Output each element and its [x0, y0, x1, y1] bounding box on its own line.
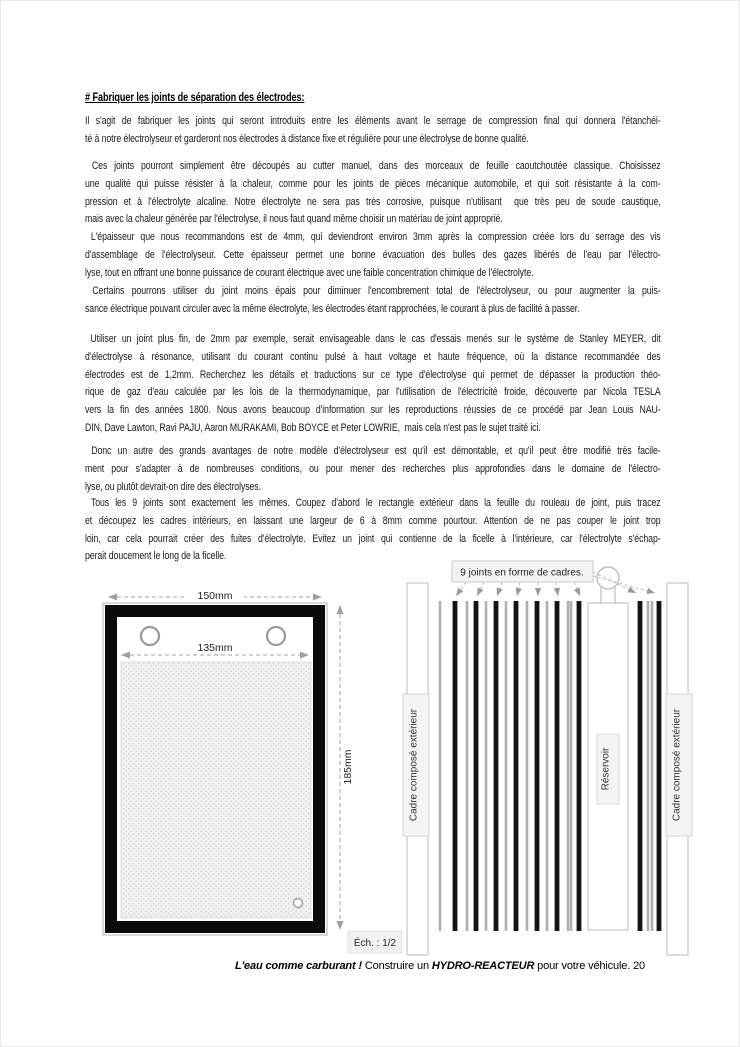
- leader-arrow-icon: [535, 588, 541, 596]
- dim-arrow-left-icon: [108, 594, 117, 601]
- leader-arrow-icon: [514, 588, 522, 597]
- joint-bar: [494, 601, 499, 931]
- text-line: lyse, ou plutôt devrait-on dire des électrolyses.: [85, 480, 261, 493]
- bolt-hole-left: [141, 627, 159, 645]
- text-line: Donc un autre des grands avantages de notre modèle d'électrolyseur est qu'il est démontable, et qu'il peut être modifié très facile-: [85, 445, 661, 457]
- electrode-bar: [647, 601, 650, 931]
- dim-arrow-right-icon: [313, 594, 322, 601]
- electrode-bar: [526, 601, 529, 931]
- joint-bar: [657, 601, 662, 931]
- text-line: Ces joints pourront simplement être découpés au cutter manuel, dans des morceaux de feuille caoutchoutée classique. Choisissez: [85, 160, 661, 172]
- electrode-bar: [546, 601, 549, 931]
- text-line: DIN, Dave Lawton, Ravi PAJU, Aaron MURAKAMI, Bob BOYCE et Peter LOWRIE, mais cela n'est pas le sujet traité ici.: [85, 421, 541, 434]
- joint-bar: [474, 601, 479, 931]
- text-line: vers la fin des années 1800. Nous avons beaucoup d'information sur les reproductions réussies de ce procédé par Jean Louis NAU-: [85, 404, 661, 417]
- electrode-bar: [439, 601, 442, 931]
- reservoir-label: Réservoir: [600, 747, 612, 791]
- joint-bar: [555, 601, 560, 931]
- text-line: perait doucement le long de la ficelle.: [85, 550, 227, 563]
- text-line: mais avec la chaleur générée par l'électrolyse, il nous faut quand même choisir un matériau de joint approprié.: [85, 213, 503, 226]
- text-line: Certains pourrons utiliser du joint moins épais pour diminuer l'encombrement total de l'électrolyseur, ou pour augmenter la puis-: [85, 285, 661, 297]
- bolt-hole-right: [267, 627, 285, 645]
- text-line: L'épaisseur que nous recommandons est de 4mm, qui deviendront environ 3mm après la compression créée lors du serrage des vis: [85, 231, 661, 243]
- leader-arrow-icon: [646, 588, 655, 596]
- footer-product-name: HYDRO-REACTEUR: [431, 960, 535, 972]
- electrode-bar: [570, 601, 573, 931]
- stack-diagram: [403, 561, 692, 955]
- joint-bar: [577, 601, 582, 931]
- joint-frame-diagram: [103, 588, 402, 953]
- electrode-bar: [466, 601, 469, 931]
- small-hole: [294, 899, 303, 908]
- callout-label: 9 joints en forme de cadres.: [460, 567, 584, 579]
- scale-label: Éch. : 1/2: [353, 938, 397, 949]
- leader-arrow-icon: [453, 588, 463, 598]
- leader-arrow-icon: [574, 587, 583, 597]
- joint-bar: [453, 601, 458, 931]
- electrode-bar: [505, 601, 508, 931]
- left-frame-label: Cadre composé extérieur: [408, 708, 420, 822]
- text-line: et découpez les cadres intérieurs, en laissant une largeur de 6 à 8mm comme pourtour. Attention de ne pas couper le joint trop: [85, 514, 661, 527]
- right-frame-label: Cadre composé extérieur: [671, 708, 683, 822]
- leader-arrow-icon: [474, 587, 483, 597]
- hatched-cutout-area: [121, 662, 311, 918]
- dim-150mm-label: 150mm: [197, 590, 233, 602]
- text-line: Tous les 9 joints sont exactement les mêmes. Coupez d'abord le rectangle extérieur dans la feuille du rouleau de joint, puis tracez: [85, 497, 661, 509]
- text-line: une qualité qui puisse résister à la chaleur, comme pour les joints de pièces mécanique automobile, et qui soit résistante à la com-: [85, 177, 661, 190]
- leader-arrow-icon: [494, 587, 503, 597]
- dim-185mm-label: 185mm: [342, 749, 354, 785]
- footer-book-title: L'eau comme carburant !: [235, 960, 362, 972]
- joint-bar: [535, 601, 540, 931]
- footer-text-2: pour votre véhicule.: [534, 960, 634, 972]
- electrode-bar: [485, 601, 488, 931]
- text-line: Il s'agit de fabriquer les joints qui seront introduits entre les éléments avant le serrage de compression final qui donnera l'étanchéi-: [85, 115, 661, 127]
- text-line: té à notre électrolyseur et garderont nos électrodes à distance fixe et régulière pour une électrolyse de bonne qualité.: [85, 132, 529, 145]
- page-footer: [140, 960, 740, 972]
- text-line: rique de gaz d'eau calculée par les lois de la thermodynamique, par l'utilisation de l'électricité froide, découverte par Nicola TESLA: [85, 386, 661, 399]
- electrode-bar: [651, 601, 654, 931]
- text-line: électrodes est de 1,2mm. Recherchez les détails et traductions sur ce type d'électrolyse qui permet de dépasser la production théo-: [85, 368, 661, 381]
- dim-135mm-label: 135mm: [197, 642, 233, 654]
- text-line: sance électrique pouvant circuler avec la même électrolyte, les électrodes étant rapprochées, le courant à plus de facilité à passer.: [85, 302, 580, 315]
- text-line: d'électrolyse à résonance, utilisant du courant continu pulsé à haut voltage et haute fréquence, où la distance recommandée des: [85, 350, 661, 363]
- page-number: 20: [633, 960, 645, 972]
- text-line: d'assemblage de l'électrolyseur. Cette épaisseur permet une bonne évacuation des bulles des gazes libérés de l'eau par l'électro-: [85, 248, 661, 261]
- text-line: lyse, tout en offrant une bonne puissance de courant électrique avec une faible concentration chimique de l'électrolyte.: [85, 266, 534, 279]
- text-line: pression et à l'électrolyte alcaline. Notre électrolyte ne sera pas très corrosive, puisque n'utilisant que très peu de soude caustique,: [85, 195, 661, 208]
- page-title: # Fabriquer les joints de séparation des électrodes:: [85, 92, 305, 104]
- joint-bar: [638, 601, 643, 931]
- text-line: loin, car cela pourrait créer des fuites d'électrolyte. Evitez un joint qui contienne de la ficelle à l'intérieure, car l'électrolyte s'échap-: [85, 532, 661, 545]
- footer-text-1: Construire un: [361, 960, 432, 972]
- joint-bar: [514, 601, 519, 931]
- text-line: ment pour s'adapter à de nombreuses conditions, ou pour mener des recherches plus approfondies dans le domaine de l'électro-: [85, 462, 661, 475]
- electrode-bar: [567, 601, 570, 931]
- text-line: Utiliser un joint plus fin, de 2mm par exemple, serait envisageable dans le cas d'essais menés sur le système de Stanley MEYER, dit: [85, 333, 661, 345]
